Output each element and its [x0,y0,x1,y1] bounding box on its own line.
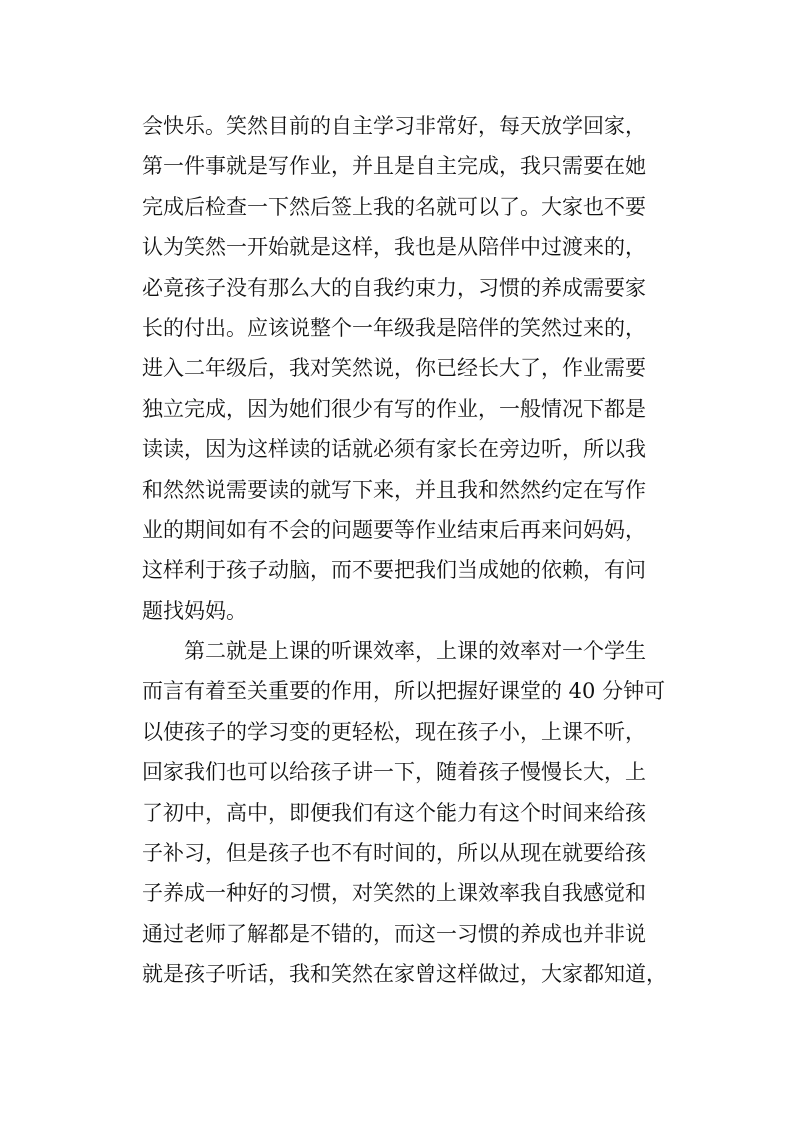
paragraph-start-line: 第二就是上课的听课效率，上课的效率对一个学生 [184,639,646,664]
text-line: 会快乐。笑然目前的自主学习非常好，每天放学回家， [142,114,646,138]
text-line: 完成后检查一下然后签上我的名就可以了。大家也不要 [142,194,646,219]
text-line: 子补习，但是孩子也不有时间的，所以从现在就要给孩 [142,841,646,866]
text-line: 通过老师了解都是不错的，而这一习惯的养成也并非说 [142,921,646,946]
text-line: 进入二年级后，我对笑然说，你已经长大了，作业需要 [142,356,646,381]
text-line: 第一件事就是写作业，并且是自主完成，我只需要在她 [142,154,646,179]
text-line: 题找妈妈。 [142,598,247,623]
text-line: 就是孩子听话，我和笑然在家曾这样做过，大家都知道， [142,962,667,987]
text-line: 和然然说需要读的就写下来，并且我和然然约定在写作 [142,477,646,502]
text-line: 长的付出。应该说整个一年级我是陪伴的笑然过来的， [142,315,646,340]
text-line: 必竟孩子没有那么大的自我约束力，习惯的养成需要家 [142,275,646,300]
text-line: 读读，因为这样读的话就必须有家长在旁边听，所以我 [142,437,646,462]
text-line: 而言有着至关重要的作用，所以把握好课堂的 40 分钟可 [142,679,666,704]
text-line: 以使孩子的学习变的更轻松，现在孩子小，上课不听， [142,719,646,744]
text-line: 独立完成，因为她们很少有写的作业，一般情况下都是 [142,396,646,421]
text-line: 子养成一种好的习惯，对笑然的上课效率我自我感觉和 [142,881,646,906]
text-line: 这样利于孩子动脑，而不要把我们当成她的依赖，有问 [142,558,646,583]
text-line: 认为笑然一开始就是这样，我也是从陪伴中过渡来的， [142,235,646,260]
text-line: 了初中，高中，即便我们有这个能力有这个时间来给孩 [142,800,646,825]
text-line: 回家我们也可以给孩子讲一下，随着孩子慢慢长大，上 [142,760,646,785]
body-text [142,106,682,995]
text-line: 业的期间如有不会的问题要等作业结束后再来问妈妈， [142,517,646,542]
